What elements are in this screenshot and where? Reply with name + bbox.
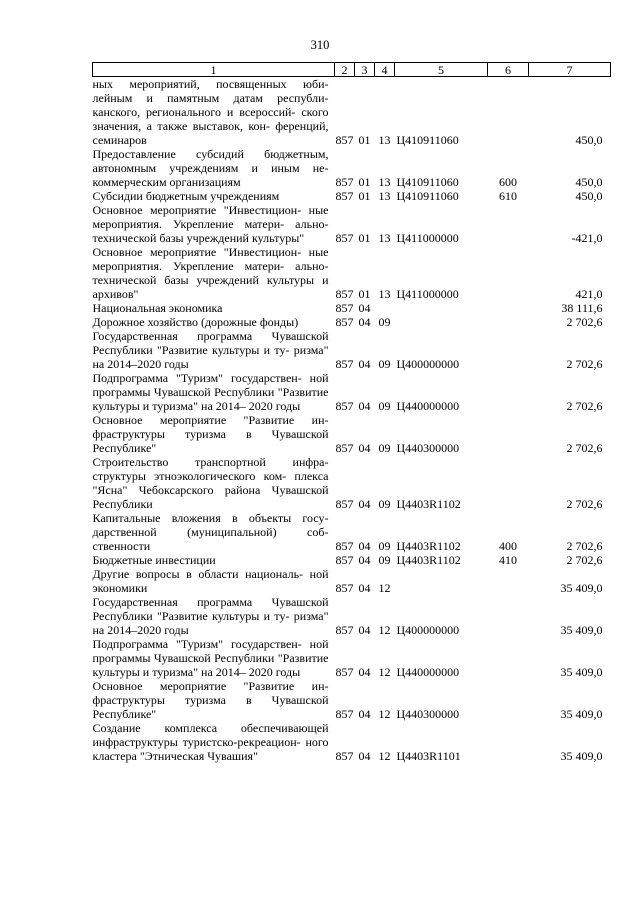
table-row [93,721,611,763]
row-amount: 35 409,0 [560,581,603,595]
row-admin-code: 857 [335,665,354,679]
row-target-article: Ц4403R1102 [396,497,461,511]
row-amount: 38 111,6 [561,301,603,315]
table-row [93,637,611,679]
row-amount: 421,0 [575,287,603,301]
row-target-article: Ц4403R1101 [396,749,461,763]
row-expense-type [488,329,529,371]
budget-table [92,62,611,763]
table-row [93,455,611,511]
row-expense-type [488,721,529,763]
row-amount: 2 702,6 [566,399,603,413]
header-col-3: 3 [355,63,375,77]
header-col-1: 1 [93,63,335,77]
row-expense-type [488,455,529,511]
row-admin-code: 857 [335,231,354,245]
row-subsection: 12 [378,665,391,679]
row-target-article: Ц411000000 [396,287,459,301]
row-subsection: 13 [378,189,391,203]
row-description: Государственная программа Чувашской Республики "Развитие культуры и ту- ризма" на 2014–2020 годы [92,329,329,371]
row-expense-type [488,315,529,329]
row-expense-type [488,679,529,721]
row-admin-code: 857 [335,623,354,637]
row-amount: 2 702,6 [566,553,603,567]
row-subsection: 13 [378,175,391,189]
row-description: Предоставление субсидий бюджетным, автономным учреждениям и иным не- коммерческим организациям [92,147,329,189]
row-section: 04 [358,357,371,371]
row-description: Национальная экономика [92,301,223,315]
row-subsection: 13 [378,287,391,301]
row-target-article [395,567,488,595]
row-description: Основное мероприятие "Развитие ин- фраструктуры туризма в Чувашской Республике" [92,679,329,721]
row-subsection: 12 [378,581,391,595]
row-amount: 35 409,0 [560,707,603,721]
row-expense-type [488,567,529,595]
table-row [93,679,611,721]
row-admin-code: 857 [335,749,354,763]
row-admin-code: 857 [335,301,354,315]
row-section: 04 [358,539,371,553]
row-target-article: Ц400000000 [396,357,460,371]
row-expense-type: 610 [499,189,517,203]
row-admin-code: 857 [335,287,354,301]
row-subsection: 09 [378,357,391,371]
header-row [93,63,611,77]
table-row [93,301,611,315]
row-admin-code: 857 [335,581,354,595]
table-row [93,371,611,413]
row-description: Бюджетные инвестиции [92,553,216,567]
row-section: 01 [358,175,371,189]
row-subsection: 12 [378,749,391,763]
row-subsection: 13 [378,231,391,245]
table-body [93,77,611,764]
table-row [93,595,611,637]
row-target-article: Ц440000000 [396,665,460,679]
row-section: 04 [358,441,371,455]
row-subsection: 12 [378,707,391,721]
row-section: 04 [358,315,371,329]
row-section: 04 [358,497,371,511]
row-description: ных мероприятий, посвященных юби- лейным и памятным датам республи- канского, регионального и всероссий- ского значения, а также выставок, кон- ференций, семинаров [92,77,329,147]
row-description: Строительство транспортной инфра- структуры этноэкологического ком- плекса "Ясна" Чебоксарского района Чувашской Республики [92,455,329,511]
row-expense-type [488,203,529,245]
row-admin-code: 857 [335,441,354,455]
budget-table-container [92,62,610,763]
table-row [93,147,611,189]
row-admin-code: 857 [335,133,354,147]
row-expense-type [488,595,529,637]
row-target-article: Ц4403R1102 [396,553,461,567]
row-admin-code: 857 [335,357,354,371]
row-expense-type [488,301,529,315]
row-description: Государственная программа Чувашской Республики "Развитие культуры и ту- ризма" на 2014–2020 годы [92,595,329,637]
row-expense-type: 600 [499,175,517,189]
table-row [93,77,611,148]
row-section: 04 [358,399,371,413]
row-amount: 2 702,6 [566,441,603,455]
table-row [93,553,611,567]
row-amount: 35 409,0 [560,665,603,679]
row-admin-code: 857 [335,399,354,413]
page-number: 310 [310,38,330,52]
row-description: Основное мероприятие "Развитие ин- фраструктуры туризма в Чувашской Республике" [92,413,329,455]
row-subsection: 09 [378,441,391,455]
row-description: Субсидии бюджетным учреждениям [92,189,280,203]
header-col-2: 2 [335,63,355,77]
row-target-article: Ц400000000 [396,623,460,637]
row-subsection: 09 [378,539,391,553]
header-col-5: 5 [395,63,488,77]
row-section: 04 [358,553,371,567]
row-description: Создание комплекса обеспечивающей инфраструктуры туристско-рекреацион- ного кластера "Этническая Чувашия" [92,721,329,763]
row-subsection: 09 [378,399,391,413]
row-description: Капитальные вложения в объекты госу- дарственной (муниципальной) соб- ственности [92,511,329,553]
row-admin-code: 857 [335,175,354,189]
row-subsection: 12 [378,623,391,637]
row-expense-type [488,413,529,455]
row-admin-code: 857 [335,315,354,329]
row-target-article: Ц440000000 [396,399,460,413]
row-subsection: 09 [378,553,391,567]
row-section: 01 [358,189,371,203]
row-description: Основное мероприятие "Инвестицион- ные мероприятия. Укрепление матери- ально-технической базы учреждений культуры и архивов" [92,245,329,301]
row-expense-type: 400 [499,539,517,553]
row-admin-code: 857 [335,707,354,721]
table-row [93,203,611,245]
row-target-article: Ц410911060 [396,175,459,189]
row-description: Другие вопросы в области националь- ной экономики [92,567,329,595]
row-target-article: Ц440300000 [396,707,460,721]
row-section: 01 [358,231,371,245]
row-amount: 35 409,0 [560,623,603,637]
row-section: 04 [358,707,371,721]
row-section: 04 [358,665,371,679]
row-description: Подпрограмма "Туризм" государствен- ной программы Чувашской Республики "Развитие культуры и туризма" на 2014– 2020 годы [92,371,329,413]
row-admin-code: 857 [335,497,354,511]
row-amount: 450,0 [575,175,603,189]
header-col-6: 6 [488,63,529,77]
row-section: 04 [358,581,371,595]
row-section: 01 [358,133,371,147]
row-amount: 2 702,6 [566,315,603,329]
row-amount: 2 702,6 [566,497,603,511]
row-amount: 2 702,6 [566,357,603,371]
table-row [93,329,611,371]
row-subsection: 13 [378,133,391,147]
row-admin-code: 857 [335,553,354,567]
table-row [93,189,611,203]
row-expense-type [488,77,529,148]
row-target-article [395,301,488,315]
row-description: Подпрограмма "Туризм" государствен- ной программы Чувашской Республики "Развитие культуры и туризма" на 2014– 2020 годы [92,637,329,679]
header-col-7: 7 [529,63,611,77]
table-row [93,315,611,329]
row-target-article: Ц410911060 [396,133,459,147]
row-admin-code: 857 [335,539,354,553]
row-target-article: Ц410911060 [396,189,459,203]
row-expense-type [488,637,529,679]
row-amount: 450,0 [575,189,603,203]
row-description: Дорожное хозяйство (дорожные фонды) [92,315,299,329]
row-amount: -421,0 [571,231,603,245]
row-description: Основное мероприятие "Инвестицион- ные мероприятия. Укрепление матери- ально-технической базы учреждений культуры" [92,203,329,245]
header-col-4: 4 [375,63,395,77]
row-section: 01 [358,287,371,301]
row-expense-type [488,371,529,413]
table-row [93,413,611,455]
row-section: 04 [358,623,371,637]
row-amount: 450,0 [575,133,603,147]
table-row [93,511,611,553]
row-expense-type: 410 [499,553,517,567]
row-target-article: Ц411000000 [396,231,459,245]
row-section: 04 [358,749,371,763]
table-row [93,245,611,301]
row-section: 04 [358,301,371,315]
row-subsection: 09 [378,315,391,329]
row-target-article: Ц440300000 [396,441,460,455]
row-expense-type [488,245,529,301]
row-subsection: 09 [378,497,391,511]
row-admin-code: 857 [335,189,354,203]
row-amount: 2 702,6 [566,539,603,553]
row-subsection [375,301,395,315]
row-target-article: Ц4403R1102 [396,539,461,553]
row-target-article [395,315,488,329]
table-row [93,567,611,595]
row-amount: 35 409,0 [560,749,603,763]
